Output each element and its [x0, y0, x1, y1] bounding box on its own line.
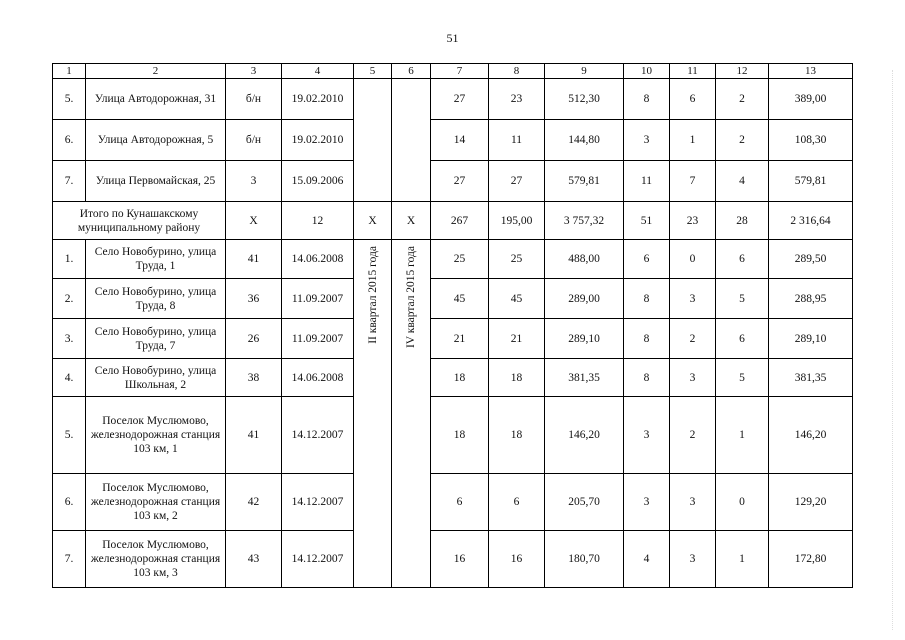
cell: 289,10 [769, 319, 853, 359]
cell: 23 [489, 79, 545, 120]
cell: 18 [489, 359, 545, 397]
header-cell: 2 [86, 64, 226, 79]
row-number: 1. [53, 240, 86, 279]
cell: 389,00 [769, 79, 853, 120]
cell: 11 [489, 120, 545, 161]
cell: 8 [624, 279, 670, 319]
cell: 5 [716, 359, 769, 397]
row-number: 2. [53, 279, 86, 319]
cell: 14 [431, 120, 489, 161]
cell: 144,80 [545, 120, 624, 161]
cell: X [392, 202, 431, 240]
cell: 7 [670, 161, 716, 202]
cell: 3 [670, 359, 716, 397]
cell: 0 [670, 240, 716, 279]
cell: 36 [226, 279, 282, 319]
header-cell: 9 [545, 64, 624, 79]
header-cell: 1 [53, 64, 86, 79]
row-number: 7. [53, 531, 86, 588]
cell: б/н [226, 120, 282, 161]
quarter-label: IV квартал 2015 года [405, 246, 417, 349]
header-cell: 6 [392, 64, 431, 79]
cell: 579,81 [545, 161, 624, 202]
cell: 6 [716, 240, 769, 279]
scan-margin-marks [892, 70, 901, 630]
cell: 45 [489, 279, 545, 319]
row-number: 4. [53, 359, 86, 397]
cell: 8 [624, 79, 670, 120]
table-row [53, 279, 853, 319]
cell: 267 [431, 202, 489, 240]
header-cell: 11 [670, 64, 716, 79]
cell: 3 [670, 531, 716, 588]
cell: 3 [624, 120, 670, 161]
cell: 45 [431, 279, 489, 319]
address-cell: Село Новобурино, улица Труда, 8 [86, 279, 226, 319]
table-row [53, 161, 853, 202]
cell: 6 [489, 474, 545, 531]
row-number: 3. [53, 319, 86, 359]
cell: 12 [282, 202, 354, 240]
address-cell: Село Новобурино, улица Труда, 7 [86, 319, 226, 359]
date-cell: 14.12.2007 [282, 397, 354, 474]
cell: 3 [670, 279, 716, 319]
cell: 1 [670, 120, 716, 161]
table-row [53, 359, 853, 397]
cell: 512,30 [545, 79, 624, 120]
address-cell: Улица Первомайская, 25 [86, 161, 226, 202]
cell: 18 [431, 397, 489, 474]
cell: 289,00 [545, 279, 624, 319]
date-cell: 11.09.2007 [282, 279, 354, 319]
quarter-cell [354, 240, 392, 588]
cell: 2 [716, 79, 769, 120]
cell: 38 [226, 359, 282, 397]
cell: 6 [716, 319, 769, 359]
address-cell: Улица Автодорожная, 5 [86, 120, 226, 161]
row-number: 5. [53, 79, 86, 120]
header-cell: 3 [226, 64, 282, 79]
cell: 27 [431, 161, 489, 202]
date-cell: 19.02.2010 [282, 79, 354, 120]
cell: 2 [716, 120, 769, 161]
cell: 43 [226, 531, 282, 588]
cell: 8 [624, 319, 670, 359]
cell: 41 [226, 397, 282, 474]
row-number: 7. [53, 161, 86, 202]
table-row [53, 120, 853, 161]
date-cell: 14.06.2008 [282, 359, 354, 397]
cell: 205,70 [545, 474, 624, 531]
cell: 2 [670, 319, 716, 359]
cell: X [354, 202, 392, 240]
cell: 42 [226, 474, 282, 531]
cell: 172,80 [769, 531, 853, 588]
quarter-cell [392, 240, 431, 588]
cell: 6 [431, 474, 489, 531]
cell: X [226, 202, 282, 240]
cell: б/н [226, 79, 282, 120]
cell: 381,35 [769, 359, 853, 397]
address-cell: Поселок Муслюмово, железнодорожная станция 103 км, 3 [86, 531, 226, 588]
header-cell: 8 [489, 64, 545, 79]
cell: 2 [670, 397, 716, 474]
table-row [53, 397, 853, 474]
date-cell: 14.12.2007 [282, 474, 354, 531]
cell: 146,20 [769, 397, 853, 474]
cell: 51 [624, 202, 670, 240]
empty-cell [354, 79, 392, 202]
cell: 28 [716, 202, 769, 240]
header-cell: 13 [769, 64, 853, 79]
header-cell: 10 [624, 64, 670, 79]
cell: 27 [489, 161, 545, 202]
date-cell: 14.06.2008 [282, 240, 354, 279]
address-cell: Улица Автодорожная, 31 [86, 79, 226, 120]
cell: 289,10 [545, 319, 624, 359]
cell: 0 [716, 474, 769, 531]
date-cell: 19.02.2010 [282, 120, 354, 161]
cell: 16 [489, 531, 545, 588]
cell: 25 [489, 240, 545, 279]
cell: 6 [624, 240, 670, 279]
table-row [53, 79, 853, 120]
date-cell: 15.09.2006 [282, 161, 354, 202]
cell: 180,70 [545, 531, 624, 588]
cell: 27 [431, 79, 489, 120]
row-number: 6. [53, 120, 86, 161]
cell: 41 [226, 240, 282, 279]
cell: 146,20 [545, 397, 624, 474]
total-label: Итого по Кунашакскому муниципальному району [53, 202, 226, 240]
cell: 381,35 [545, 359, 624, 397]
cell: 1 [716, 531, 769, 588]
cell: 195,00 [489, 202, 545, 240]
row-number: 5. [53, 397, 86, 474]
cell: 25 [431, 240, 489, 279]
cell: 18 [489, 397, 545, 474]
table-row [53, 319, 853, 359]
date-cell: 14.12.2007 [282, 531, 354, 588]
cell: 288,95 [769, 279, 853, 319]
cell: 289,50 [769, 240, 853, 279]
cell: 3 [226, 161, 282, 202]
cell: 8 [624, 359, 670, 397]
table-row [53, 240, 853, 279]
cell: 1 [716, 397, 769, 474]
cell: 23 [670, 202, 716, 240]
address-cell: Поселок Муслюмово, железнодорожная станция 103 км, 1 [86, 397, 226, 474]
row-number: 6. [53, 474, 86, 531]
cell: 488,00 [545, 240, 624, 279]
cell: 21 [431, 319, 489, 359]
cell: 579,81 [769, 161, 853, 202]
cell: 3 [670, 474, 716, 531]
cell: 108,30 [769, 120, 853, 161]
cell: 129,20 [769, 474, 853, 531]
cell: 16 [431, 531, 489, 588]
date-cell: 11.09.2007 [282, 319, 354, 359]
cell: 3 757,32 [545, 202, 624, 240]
cell: 5 [716, 279, 769, 319]
total-row [53, 202, 853, 240]
empty-cell [392, 79, 431, 202]
header-cell: 12 [716, 64, 769, 79]
address-cell: Село Новобурино, улица Труда, 1 [86, 240, 226, 279]
table-row [53, 531, 853, 588]
header-cell: 4 [282, 64, 354, 79]
cell: 6 [670, 79, 716, 120]
cell: 3 [624, 397, 670, 474]
header-cell: 5 [354, 64, 392, 79]
column-number-row [53, 64, 853, 79]
header-cell: 7 [431, 64, 489, 79]
cell: 4 [624, 531, 670, 588]
cell: 3 [624, 474, 670, 531]
cell: 18 [431, 359, 489, 397]
page-number: 51 [446, 31, 459, 45]
cell: 2 316,64 [769, 202, 853, 240]
cell: 4 [716, 161, 769, 202]
quarter-label: II квартал 2015 года [366, 246, 379, 344]
housing-table [52, 63, 853, 588]
table-row [53, 474, 853, 531]
cell: 11 [624, 161, 670, 202]
address-cell: Поселок Муслюмово, железнодорожная станция 103 км, 2 [86, 474, 226, 531]
address-cell: Село Новобурино, улица Школьная, 2 [86, 359, 226, 397]
cell: 26 [226, 319, 282, 359]
cell: 21 [489, 319, 545, 359]
